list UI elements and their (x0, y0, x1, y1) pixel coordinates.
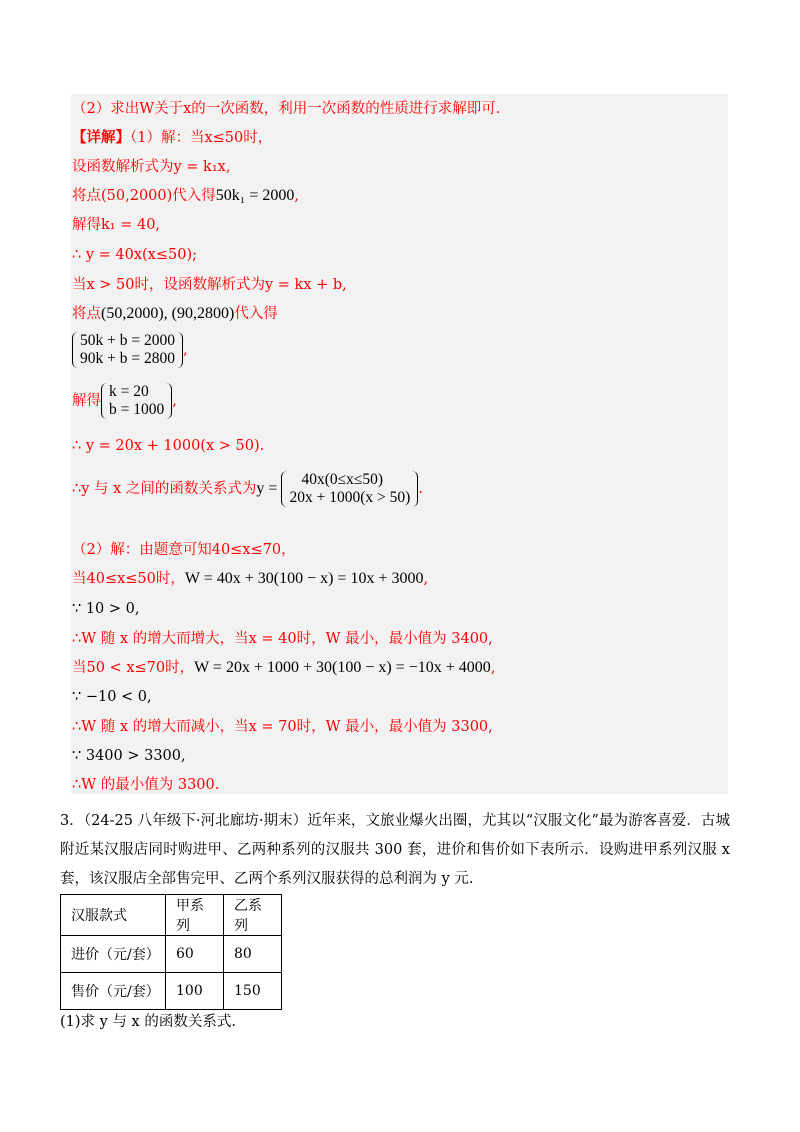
sub-question-1: (1)求 y 与 x 的函数关系式. (60, 1014, 236, 1030)
system-brace-2 (101, 383, 172, 419)
answer-line-14 (72, 569, 428, 589)
answer-line-11: ∴ y = 20x + 1000(x > 50). (72, 438, 265, 454)
piecewise-row-1: 40x(0≤x≤50) (301, 471, 384, 488)
answer-line-5: 解得k₁ = 40, (72, 217, 161, 233)
period: . (418, 481, 423, 497)
piecewise-row-2: 20x + 1000(x > 50) (289, 489, 411, 506)
answer-line-2 (72, 128, 272, 148)
detail-tag: 【详解】 (72, 129, 130, 146)
comma: , (490, 660, 496, 676)
system-brace-1 (72, 332, 183, 368)
table-cell: 100 (166, 973, 224, 1010)
range-text-2: 当50 < x≤70时， (72, 660, 195, 676)
points-pair: (50,2000), (90,2800) (101, 305, 235, 322)
answer-line-20: ∵ 3400 > 3300, (72, 748, 186, 764)
answer-line-18: ∵ −10 < 0, (72, 689, 152, 705)
comma: , (294, 188, 299, 204)
range-text: 当40≤x≤50时， (72, 571, 185, 587)
substitute-point-text: 将点(50,2000)代入得 (72, 188, 216, 204)
comma: , (423, 571, 429, 587)
relation-text: ∴y 与 x 之间的函数关系式为 (72, 481, 257, 497)
piecewise-brace (281, 471, 418, 507)
table-cell: 150 (224, 973, 282, 1010)
w-equation-1: W = 40x + 30(100 − x) = 10x + 3000 (184, 570, 424, 587)
answer-line-17 (72, 658, 495, 678)
table-header-cell: 乙系列 (224, 895, 282, 936)
table-header-cell: 汉服款式 (61, 895, 166, 936)
system-2-row-2: b = 1000 (109, 401, 165, 418)
equation-50k1: 50k₁ = 2000 (215, 187, 295, 204)
equation-system-1 (72, 332, 188, 368)
answer-line-1: （2）求出W关于x的一次函数，利用一次函数的性质进行求解即可. (72, 101, 501, 117)
y-equals: y = (256, 480, 278, 497)
system-2-row-1: k = 20 (109, 383, 149, 400)
solve-text: 解得 (72, 393, 101, 409)
table-cell: 80 (224, 936, 282, 973)
price-table (60, 894, 282, 1010)
answer-line-7: 当x > 50时，设函数解析式为y = kx + b, (72, 277, 347, 293)
answer-line-16: ∴W 随 x 的增大而增大，当x = 40时，W 最小，最小值为 3400, (72, 631, 493, 647)
answer-line-3: 设函数解析式为y = k₁x, (72, 159, 231, 175)
answer-line-13: （2）解：由题意可知40≤x≤70， (72, 542, 296, 558)
comma: , (182, 342, 188, 358)
substitute-text: 将点 (72, 306, 101, 322)
detail-text: （1）解：当x≤50时， (130, 130, 273, 146)
system-1-row-2: 90k + b = 2800 (80, 350, 175, 367)
substitute-suffix: 代入得 (234, 306, 278, 322)
table-cell: 60 (166, 936, 224, 973)
table-cell: 进价（元/套） (61, 936, 166, 973)
answer-line-4 (72, 186, 299, 206)
answer-line-8 (72, 304, 278, 324)
comma: , (172, 393, 177, 409)
question-3-paragraph: 3．（24-25 八年级下·河北廊坊·期末）近年来，文旅业爆火出圈，尤其以“汉服文化”最为游客喜爱．古城附近某汉服店同时购进甲、乙两种系列的汉服共 300 套，进价和售价如下表所示．设购进甲系列汉服 x 套，该汉服店全部售完甲、乙两个系列汉服获得的总利润为 y 元. (60, 813, 730, 887)
answer-line-15: ∵ 10 > 0, (72, 601, 140, 617)
system-1-row-1: 50k + b = 2000 (80, 332, 175, 349)
w-equation-2: W = 20x + 1000 + 30(100 − x) = −10x + 4000 (194, 659, 491, 676)
answer-line-12 (72, 471, 423, 507)
table-row (61, 895, 282, 936)
answer-line-21: ∴W 的最小值为 3300. (72, 777, 220, 793)
table-header-cell: 甲系列 (166, 895, 224, 936)
answer-line-10 (72, 383, 177, 419)
table-cell: 售价（元/套） (61, 973, 166, 1010)
answer-line-19: ∴W 随 x 的增大而减小，当x = 70时，W 最小，最小值为 3300, (72, 719, 493, 735)
table-row (61, 936, 282, 973)
answer-line-6: ∴ y = 40x(x≤50); (72, 247, 197, 263)
table-row (61, 973, 282, 1010)
